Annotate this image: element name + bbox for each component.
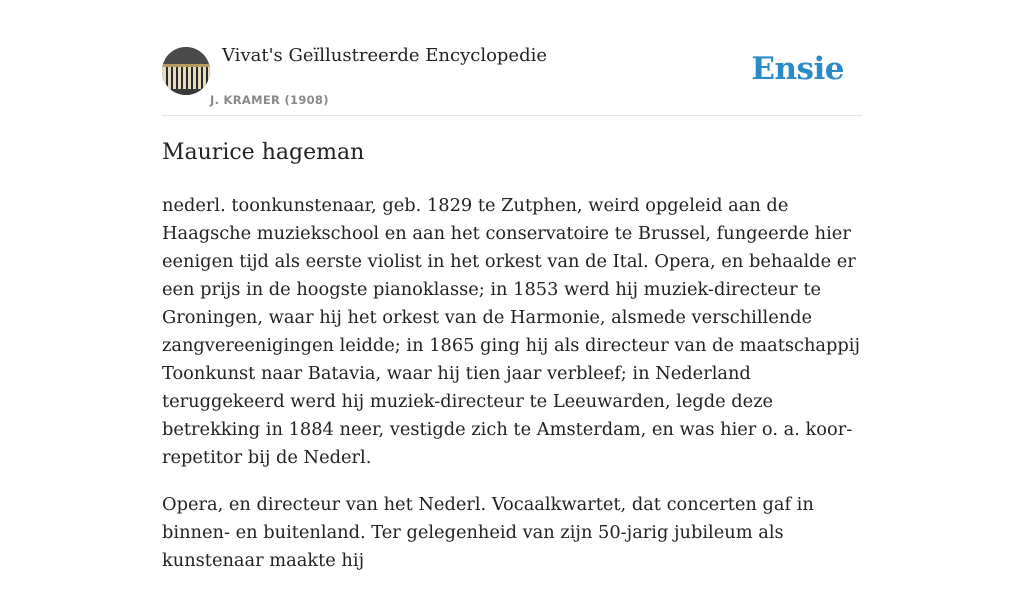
book-spines-icon <box>162 47 210 95</box>
page-container <box>162 0 862 571</box>
source-avatar[interactable] <box>162 47 210 95</box>
entry-title: Maurice hageman <box>162 140 365 165</box>
source-title-link[interactable]: Vivat's Geïllustreerde Encyclopedie <box>222 45 548 66</box>
source-header <box>162 0 862 116</box>
article-paragraph: Opera, en directeur van het Nederl. Vocaalkwartet, dat concerten gaf in binnen- en buitenland. Ter gelegenheid van zijn 50-jarig jubileum als kunstenaar maakte hij <box>162 494 814 571</box>
article-paragraph: nederl. toonkunstenaar, geb. 1829 te Zutphen, weird opgeleid aan de Haagsche muziekschool en aan het conservatoire te Brussel, fungeerde hier eenigen tijd als eerste violist in het orkest van de Ital. Opera, en behaalde er een prijs in de hoogste pianoklasse; in 1853 werd hij muziek-directeur te Groningen, waar hij het orkest van de Harmonie, alsmede verschillende zangvereenigingen leidde; in 1865 ging hij als directeur van de maatschappij Toonkunst naar Batavia, waar hij tien jaar verbleef; in Nederland teruggekeerd werd hij muziek-directeur te Leeuwarden, legde deze betrekking in 1884 neer, vestigde zich te Amsterdam, en was hier o. a. koor-repetitor bij de Nederl. <box>162 195 860 468</box>
article-body <box>162 192 862 594</box>
source-author: J. KRAMER (1908) <box>210 93 329 107</box>
brand-logo[interactable]: Ensie <box>751 51 844 87</box>
